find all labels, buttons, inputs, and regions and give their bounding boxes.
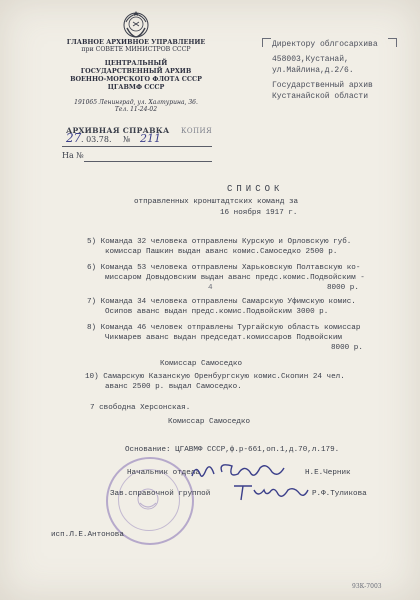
number-label: № [123,135,131,144]
list-item: миссаром Довыдовским выдан аванс предс.комис.Подвойским - [105,274,365,282]
recipient-line: Государственный архив [272,81,373,90]
letterhead-line: ГЛАВНОЕ АРХИВНОЕ УПРАВЛЕНИЕ [66,38,206,46]
handwritten-number: 211 [140,132,161,145]
recipient-line: Кустанайской области [272,92,369,101]
head-name: Н.Е.Черник [305,469,351,477]
document-subtitle: 16 ноября 1917 г. [220,209,298,217]
copy-stamp: КОПИЯ [181,127,213,135]
margin-mark: 4 [208,284,213,292]
in-reply-underline [84,160,212,162]
in-reply-label: На № [62,151,84,160]
commissar-signature-line: Комиссар Самоседко [168,418,251,426]
document-type: АРХИВНАЯ СПРАВКА [66,126,170,135]
list-item: Осипов аванс выдан предс.комис.Подвойским 3000 р. [105,308,329,316]
recipient-bracket [388,38,397,47]
basis-reference: Основание: ЦГАВМФ СССР,ф.р-661,оп.1,д.70,л.179. [125,446,340,454]
date-number-underline [62,145,212,147]
list-item: 8000 р. [331,344,363,352]
list-item: 7) Команда 34 человека отправлены Самарскую Уфимскую комис. [87,298,356,306]
letterhead-phone: Тел. 11-24-02 [114,106,158,113]
group-head-name: Р.Ф.Туликова [312,490,367,498]
list-item: 10) Самарскую Казанскую Оренбургскую комис.Скопин 24 чел. [85,373,345,381]
list-item: Чикмарев аванс выдан председат.комиссаров Подвойским [105,334,342,342]
handwritten-day: 27 [66,131,82,145]
group-head-title: Зав.справочной группой [110,490,211,498]
list-item: 8000 р. [327,284,359,292]
letterhead-line: при СОВЕТЕ МИНИСТРОВ СССР [81,46,191,53]
recipient-line: 458003,Кустанай, [272,55,349,64]
printed-date: . 03.78. [81,135,112,144]
handwritten-signature-tulikova [230,480,310,504]
letterhead-line: ЦЕНТРАЛЬНЫЙ [104,59,168,67]
stamp-emblem-icon [130,481,166,517]
list-item: 5) Команда 32 человека отправлены Курскую и Орловскую губ. [87,238,352,246]
recipient-line: ул.Майлина,д.2/6. [272,66,354,75]
commissar-signature-line: Комиссар Самоседко [160,360,243,368]
document-subtitle: отправленных кронштадтских команд за [134,198,299,206]
list-item: 7 свободна Херсонская. [90,404,191,412]
recipient-line: Директору облгосархива [272,40,378,49]
list-item: 6) Команда 53 человека отправлены Харьковскую Полтавскую ко- [87,264,361,272]
list-item: 8) Команда 46 человек отправлены Тургайскую область комиссар [87,324,361,332]
state-emblem-icon [121,10,151,40]
letterhead-address: 191065 Ленинград, ул. Халтурина, 36. [74,99,198,106]
head-title: Начальник отдела [127,469,200,477]
letterhead-line: ЦГАВМФ СССР [107,83,165,91]
letterhead-line: ГОСУДАРСТВЕННЫЙ АРХИВ [80,67,192,75]
executor-note: исп.Л.Е.Антонова [51,531,124,539]
footer-code: 93К-7003 [352,583,382,590]
list-item: комиссар Пашкин выдан аванс комис.Самоседко 2500 р. [105,248,338,256]
document-title: СПИСОК [227,184,284,194]
list-item: аванс 2500 р. выдал Самоседко. [105,383,242,391]
recipient-bracket [262,38,271,47]
letterhead-line: ВОЕННО-МОРСКОГО ФЛОТА СССР [70,75,202,83]
